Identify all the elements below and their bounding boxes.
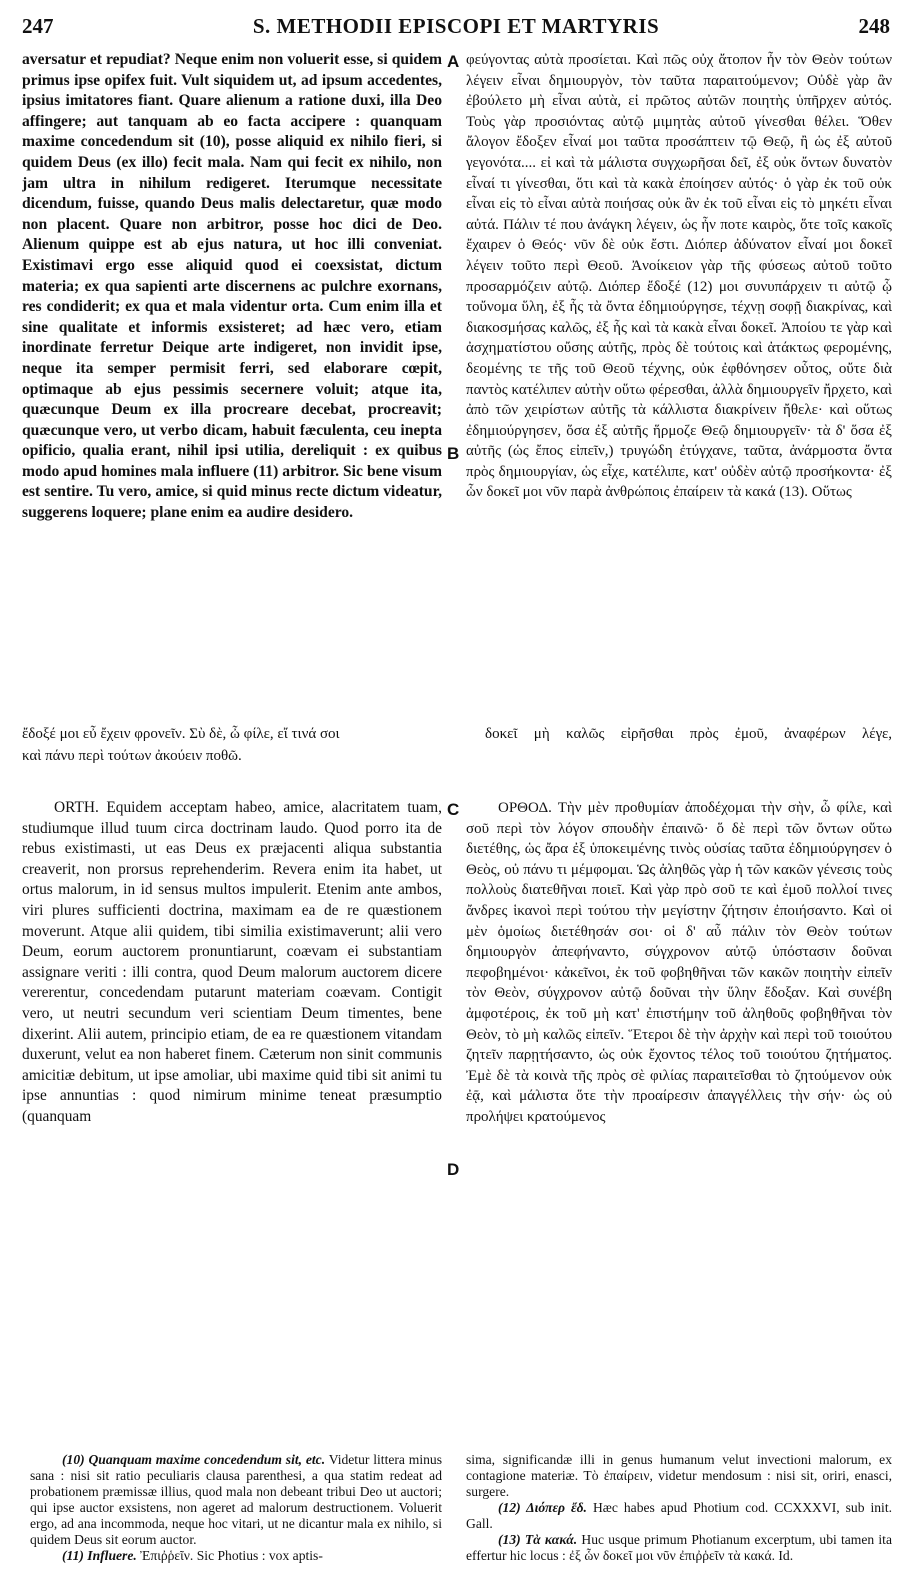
footnote-11-lead: (11) Influere. — [62, 1548, 137, 1563]
footnotes-right — [466, 1452, 892, 1580]
running-title: S. METHODII EPISCOPI ET MARTYRIS — [252, 14, 660, 38]
section-marker-c: C — [447, 800, 460, 819]
footnote-12-text: Hæc habes apud Photium cod. CCXXXVI, sub init. Gall. — [466, 1500, 892, 1531]
footnote-10 — [30, 1452, 442, 1548]
left-page-number: 247 — [22, 14, 54, 38]
footnote-13 — [466, 1532, 892, 1564]
footnote-10-lead: (10) Quanquam maxime concedendum sit, etc. — [62, 1452, 326, 1467]
section-marker-a: A — [447, 52, 460, 71]
footnote-12-lead: (12) Διόπερ ἔδ. — [498, 1500, 587, 1515]
spanning-line-right: δοκεῖ μὴ καλῶς εἰρῆσθαι πρὸς ἐμοῦ, ἀναφέρων λέγε, — [485, 726, 892, 742]
spanning-greek-line-2 — [22, 746, 892, 766]
latin-paragraph-1: aversatur et repudiat? Neque enim non voluerit esse, si quidem primus ipse opifex fuit. Vult siquidem ut, ad ipsum accedentes, ipsius imitatores fiant. Quare alienum a ratione duxi, illa Deo affingere; aut tanquam ab eo facta accipere : quanquam maxime concedendum sit (10), posse aliquid ex nihilo fieri, si quidem Deus (ex illo) fecit mala. Nam qui fecit ex nihilo, non jam ultra in nihilum redigeret. Iterumque necessitate dicendum, fuisse, quando Deus malis delectaretur, quæ modo non placent. Quare non arbitror, posse hoc dici de Deo. Alienum quippe est ab ejus natura, ut hoc illi conveniat. Existimavi ergo esse aliquid quod ei coexsistat, dictum materia; ex qua sapienti arte discernens ac pulchre exornans, res condiderit; ex qua et mala videntur orta. Cum enim illa et sine qualitate et informis exsisteret; ad hæc vero, etiam inordinate ferretur Deique arte indigeret, non invidit ipse, neque ita semper permisit ferri, sed elaborare cœpit, optimaque ab ejus pessimis secernere voluit; atque ita, quæcunque Deum ex illa procreare decebat, procreavit; quæcunque vero, ut verbo dicam, habuit fæculenta, ceu inepta opificio, qualia erant, nihil ipsi utilia, dereliquit : ex quibus modo apud homines mala influere (11) arbitror. Sic bene visum est sentire. Tu vero, amice, si quid minus recte dictum videatur, suggerens loquere; plane enim ea audire desidero. — [22, 51, 442, 522]
latin-paragraph-2: ORTH. Equidem acceptam habeo, amice, alacritatem tuam, studiumque illud tuum circa doctrinam laudo. Quod porro ita de rebus existimasti, ut eas Deus ex præjacenti aliqua substantia creaverit, non prorsus reprehenderim. Revera enim ita habet, ut ortus malorum, in id sensus multos impulerit. Etenim ante ambos, viri plures sufficienti doctrina, maximam ea de re quæstionem moverunt. Atque alii quidem, tibi similia existimaverunt; alii vero Deum, eorum auctorem pronuntiarunt, coævam ei substantiam assignare veriti : illi contra, quod Deum malorum auctorem dicere vererentur, concedendam putarunt materiam coævam. Contigit vero, ut neutri secundum veri scientiam Deum timentes, bene dixerint. Alii autem, principio etiam, de ea re quæstionem vitandam duxerunt, velut ea non haberet finem. Cæterum non sinit communis amicitiæ debitum, ut ipse amoliar, ubi maxime quid tibi sit animi tu ipse annuntias : quod nimirum minime teneat præsumptio (quanquam — [22, 799, 442, 1125]
footnote-11-cont-text: sima, significandæ illi in genus humanum velut invectioni malorum, ex contagione materiæ. Τὸ ἐπαίρειν, videtur mendosum : nisi sit, oriri, enasci, surgere. — [466, 1452, 892, 1499]
spanning-greek-line — [22, 724, 892, 744]
latin-column-upper — [22, 50, 442, 718]
section-marker-b: B — [447, 444, 460, 463]
footnote-11 — [30, 1548, 442, 1564]
spanning-line-left: ἔδοξέ μοι εὖ ἔχειν φρονεῖν. Σὺ δὲ, ὦ φίλε, εἴ τινά σοι — [22, 726, 340, 742]
footnote-13-lead: (13) Τὰ κακά. — [498, 1532, 578, 1547]
footnotes-left — [30, 1452, 442, 1580]
footnote-10-text: Videtur littera minus sana : nisi sit ratio peculiaris clausa parenthesi, a qua statim redeat ad probationem præmissæ illius, quod mala non debeant tribui Deo ut auctori; qui ipse auctor exsistens, non ageret ad malorum destructionem. Voluerit ergo, ad ana incommoda, neque hoc vitari, ut ne dicantur mala ex nihilo, si quidem Deus sit eorum auctor. — [30, 1452, 442, 1547]
greek-column-lower — [466, 798, 892, 1446]
greek-paragraph-1: φεύγοντας αὐτὰ προσίεται. Καὶ πῶς οὐχ ἄτοπον ἦν τὸν Θεὸν τούτων λέγειν εἶναι δημιουργὸν, τὸν ταῦτα παραιτούμενον; Οὐδὲ γὰρ ἂν ἐβούλετο μὴ εἶναι αὐτὰ, εἰ πρῶτος αὐτῶν ποιητὴς ὑπῆρχεν αὐτός. Τοὺς γὰρ προσιόντας αὐτῷ μιμητὰς αὐτοῦ γίνεσθαι θέλει. Ὅθεν ἄλογον ἔδοξεν εἶναί μοι ταῦτα προσάπτειν τῷ Θεῷ, ἢ ὡς ἐξ αὐτοῦ γεγονότα.... εἰ καὶ τὰ μάλιστα συγχωρῆσαι δεῖ, ἐξ οὐκ ὄντων δυνατὸν εἶναί τι γίνεσθαι, ὅτι καὶ τὰ κακὰ ἐποίησεν αὐτός· ὁ γὰρ ἐκ τοῦ οὐκ εἶναι εἰς τὸ εἶναι αὐτὰ ποιήσας οὐκ ἂν ἐκ τοῦ εἶναι εἰς τὸ μηκέτι εἶναι αὐτά. Πάλιν τέ που ἀνάγκη λέγειν, ὡς ἦν ποτε καιρὸς, ὅτε τοῖς κακοῖς ἔχαιρεν ὁ Θεός· νῦν δὲ οὐκ ἔστι. Διόπερ ἀδύνατον εἶναί μοι δοκεῖ λέγειν τοῦτο περὶ Θεοῦ. Ἀνοίκειον γὰρ τῆς φύσεως αὐτοῦ τοῦτο προσαρμόζειν αὐτῷ. Διόπερ ἔδοξέ (12) μοι συνυπάρχειν τι αὐτῷ ᾧ τοὔνομα ὕλη, ἐξ ἧς τὰ ὄντα ἐδημιούργησε, τέχνῃ σοφῇ διακρίνας, καὶ διακοσμήσας καλῶς, ἐξ ἧς καὶ τὰ κακὰ εἶναι δοκεῖ. Ἀποίου τε γὰρ καὶ ἀσχηματίστου οὔσης αὐτῆς, πρὸς δὲ τούτοις καὶ ἀτάκτως φερομένης, δεομένης τε τῆς τοῦ Θεοῦ τέχνης, οὐκ ἐφθόνησεν οὗτος, οὔτε διὰ παντὸς κατέλιπεν αὐτὴν οὕτω φέρεσθαι, ἀλλὰ δημιουργεῖν ἤρχετο, καὶ ἀπὸ τῶν χειρίστων αὐτῆς τὰ κάλλιστα διακρίνειν ἤθελε· καὶ οὕτως ἐδημιούργησεν, ὅσα ἐξ αὐτῆς ἥρμοζε Θεῷ δημιουργεῖν· τὰ δ' ὅσα ἐξ αὐτῆς (ὡς ἔπος εἰπεῖν,) τρυγώδη ἐτύγχανε, ταῦτα, ἀνάρμοστα ὄντα πρὸς δημιουργίαν, ὡς εἶχε, κατέλιπε, κατ' οὐδὲν αὐτῷ προσήκοντα· ἐξ ὧν δοκεῖ μοι νῦν παρὰ ἀνθρώποις ἐπαίρειν τὰ κακά (13). Οὕτως — [466, 52, 892, 501]
greek-paragraph-2: ΟΡΘΟΔ. Τὴν μὲν προθυμίαν ἀποδέχομαι τὴν σὴν, ὦ φίλε, καὶ σοῦ περὶ τὸν λόγον σπουδὴν ἐπαινῶ· ὅ δὲ περὶ τῶν ὄντων οὕτω διετέθης, ὡς ἄρα ἐξ ὑποκειμένης τινὸς οὐσίας ταῦτα ἐδημιούργησεν ὁ Θεὸς, οὐ πάνυ τι μέμφομαι. Ὡς ἀληθῶς γὰρ ἡ τῶν κακῶν γένεσις τοὺς πολλοὺς διατεθῆναι ποιεῖ. Καὶ γὰρ πρὸ σοῦ τε καὶ ἐμοῦ πολλοί τινες ἄνδρες ἱκανοὶ περὶ τούτου τὴν μεγίστην ζήτησιν ἐποιήσαντο. Καὶ οἱ μὲν ὁμοίως διετέθησάν σοι· οἱ δ' αὖ πάλιν τὸν Θεὸν τούτων δημιουργὸν ἀπεφήναντο, σύγχρονον αὐτῷ ὑπόστασιν δοῦναι πεφοβημένοι· κἀκεῖνοι, ἐκ τοῦ φοβηθῆναι τῶν κακῶν ποιητὴν εἰπεῖν τὸν Θεὸν, σύγχρονον αὐτῷ δοῦναι τὴν ὕλην ἔδοξαν. Καὶ συνέβη ἀμφοτέροις, ἐκ τοῦ μὴ κατ' ἐπιστήμην τοῦ ἀληθοῦς φοβηθῆναι τὸν Θεὸν, τὸ μὴ καλῶς εἰπεῖν. Ἕτεροι δὲ τὴν ἀρχὴν καὶ περὶ τοῦ τοιούτου ζητεῖν παρῃτήσαντο, ὡς οὐκ ἔχοντος τέλος τοῦ τοιούτου ζητήματος. Ἐμὲ δὲ τὰ κοινὰ τῆς πρὸς σὲ φιλίας παραιτεῖσθαι τὸ ζητούμενον οὐκ ἐᾷ, καὶ μάλιστα ὅτε τὴν προαίρεσιν ἀπαγγέλλεις τὴν σήν· ὡς οὐ προλήψει κρατούμενος — [466, 800, 892, 1125]
footnote-11-text: Ἐπιῤῥεῖν. Sic Photius : vox aptis- — [136, 1548, 323, 1563]
right-page-number: 248 — [858, 14, 890, 38]
footnote-13-text: Huc usque primum Photianum excerptum, ubi tamen ita effertur hic locus : ἐξ ὧν δοκεῖ μοι νῦν ἐπιῤῥεῖν τὰ κακά. Id. — [466, 1532, 892, 1563]
spanning-line-2-text: καὶ πάνυ περὶ τούτων ἀκούειν ποθῶ. — [22, 748, 242, 764]
footnote-11-cont — [466, 1452, 892, 1500]
latin-column-lower — [22, 798, 442, 1446]
section-marker-d: D — [447, 1160, 460, 1179]
running-header — [0, 14, 912, 44]
footnote-12 — [466, 1500, 892, 1532]
greek-column-upper — [466, 50, 892, 718]
